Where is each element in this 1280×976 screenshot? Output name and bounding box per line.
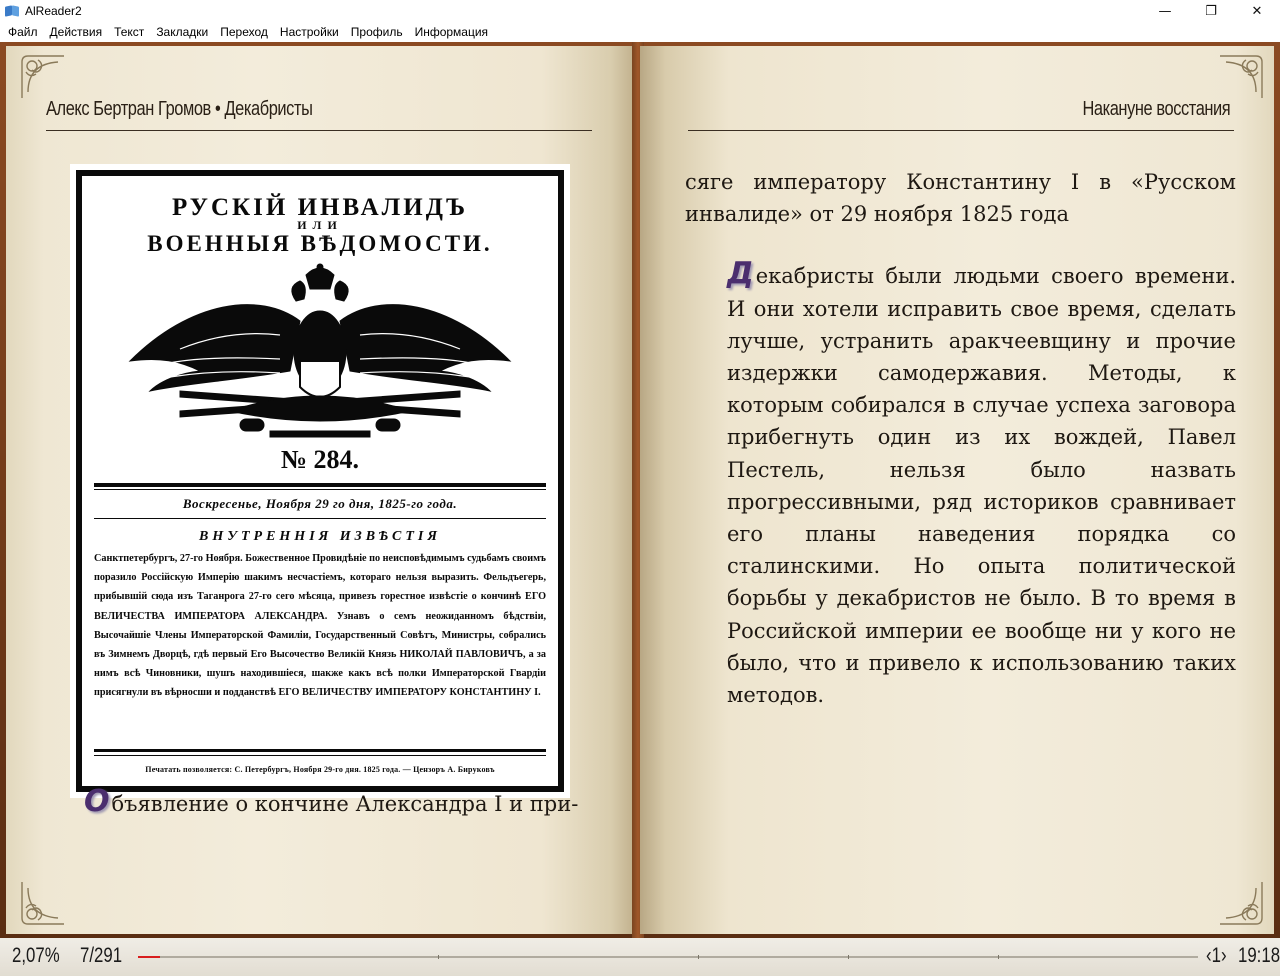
progress-bar-fill xyxy=(138,956,160,958)
maximize-button[interactable]: ❐ xyxy=(1205,3,1217,19)
app-book-icon xyxy=(4,3,20,19)
ornament-corner-icon xyxy=(1216,878,1266,928)
header-rule xyxy=(46,130,592,131)
body-paragraph-text: екабристы были людьми своего времени. И они хотели исправить свое время, сделать лучше, устранить аракчеевщину и прочие издержки самодержавия. Методы, к которым собирался в случае успеха заговора прибегнуть один из их вождей, Павел Пестель, нельзя было назвать прогрессивными, ряд историков сравнивает его планы наведения порядка со сталинскими. Но опыта политической борьбы у декабристов не было. В то время в Российской империи ее вообще ни у кого не было, что и привело к использованию таких методов. xyxy=(727,264,1236,708)
left-page[interactable] xyxy=(6,46,636,934)
menu-bar xyxy=(0,22,1280,42)
caption-continuation: сяге императору Константину I в «Русском инвалиде» от 29 ноября 1825 года xyxy=(685,170,1236,227)
drop-cap-letter: Д xyxy=(727,256,754,292)
chapter-tick xyxy=(698,955,699,959)
menu-navigate[interactable]: Переход xyxy=(220,25,268,39)
minimize-button[interactable]: — xyxy=(1158,3,1172,19)
newspaper-body: Санктпетербургъ, 27-го Ноября. Божественное Провидѣніе по неисповѣдимымъ судьбамъ своимъ поразило Россійскую Имперію шакимъ несчастіемъ, котораго нельзя выразить. Фельдъегерь, прибывшій сюда изъ Таганрога 27-го сего мѣсяца, привезъ горестное извѣстіе о кончинѣ ЕГО ВЕЛИЧЕСТВА ИМПЕРАТОРА АЛЕКСАНДРА. Узнавъ о семъ неожиданномъ бѣдствіи, Высочайшіе Члены Императорской Фамиліи, Государственный Совѣтъ, Министры, собрались въ Зимнемъ Дворцѣ, гдѣ первый Его Высочество Великій Князь НИКОЛАЙ ПАВЛОВИЧЪ, а за нимъ всѣ Чиновники, шушъ находившіеся, шакже какъ всѣ полки Императорской Гвардіи присягнули въ вѣрносши и подданствѣ ЕГО ВЕЛИЧЕСТВУ ИМПЕРАТОРУ КОНСТАНТИНУ I. xyxy=(94,553,546,699)
window-title: AlReader2 xyxy=(25,4,82,18)
menu-settings[interactable]: Настройки xyxy=(279,25,339,39)
newspaper-title-ili: ИЛИ xyxy=(297,218,343,232)
newspaper-illustration xyxy=(70,164,570,798)
close-button[interactable]: ✕ xyxy=(1251,3,1263,19)
body-paragraph xyxy=(685,258,1236,711)
ornament-corner-icon xyxy=(18,52,68,102)
caption-text: бъявление о кончине Александра I и при- xyxy=(111,792,579,816)
newspaper-issue-number: № 284. xyxy=(280,445,360,474)
chapter-title-header: Накануне восстания xyxy=(1082,98,1230,120)
chapter-tick xyxy=(998,955,999,959)
ornament-corner-icon xyxy=(1216,52,1266,102)
reading-progress-percent: 2,07% xyxy=(12,944,60,967)
double-headed-eagle-icon xyxy=(120,261,520,451)
newspaper-rule xyxy=(94,483,546,487)
newspaper-footer-rule xyxy=(94,749,546,752)
right-page[interactable] xyxy=(640,46,1274,934)
book-title-header: Алекс Бертран Громов • Декабристы xyxy=(46,98,313,120)
newspaper-frame xyxy=(76,170,564,792)
right-page-text xyxy=(685,166,1236,711)
menu-actions[interactable]: Действия xyxy=(49,25,103,39)
newspaper-rule-2 xyxy=(94,518,546,519)
newspaper-title-line2: ВОЕННЫЯ ВѢДОМОСТИ. xyxy=(147,231,493,256)
newspaper-date: Воскресенье, Ноября 29 го дня, 1825-го года. xyxy=(182,496,458,511)
header-rule xyxy=(688,130,1234,131)
drop-cap-letter: О xyxy=(84,784,110,819)
menu-profile[interactable]: Профиль xyxy=(350,25,403,39)
progress-bar[interactable] xyxy=(138,956,1198,958)
newspaper-section-title: ВНУТРЕННІЯ ИЗВѢСТІЯ xyxy=(199,529,441,544)
newspaper-footer: Печатать позволяется: С. Петербургъ, Ноября 29-го дня. 1825 года. — Цензоръ А. Бируковъ xyxy=(145,765,495,774)
book-view[interactable] xyxy=(0,42,1280,938)
caption-paragraph xyxy=(84,786,604,820)
page-nav-indicator[interactable]: ‹1› xyxy=(1206,944,1227,967)
page-counter[interactable]: 7/291 xyxy=(80,944,123,967)
menu-file[interactable]: Файл xyxy=(8,25,38,39)
status-bar xyxy=(0,938,1280,976)
menu-bookmarks[interactable]: Закладки xyxy=(156,25,209,39)
newspaper-title-line1: РУСКІЙ ИНВАЛИДЪ xyxy=(171,194,469,221)
newspaper-rule-thin xyxy=(94,489,546,490)
chapter-tick xyxy=(848,955,849,959)
chapter-tick xyxy=(438,955,439,959)
menu-text[interactable]: Текст xyxy=(114,25,145,39)
clock: 19:18 xyxy=(1238,944,1280,967)
newspaper-footer-rule-thin xyxy=(94,755,546,756)
ornament-corner-icon xyxy=(18,878,68,928)
title-bar xyxy=(0,0,1280,22)
menu-info[interactable]: Информация xyxy=(414,25,489,39)
window-controls xyxy=(1142,0,1280,22)
